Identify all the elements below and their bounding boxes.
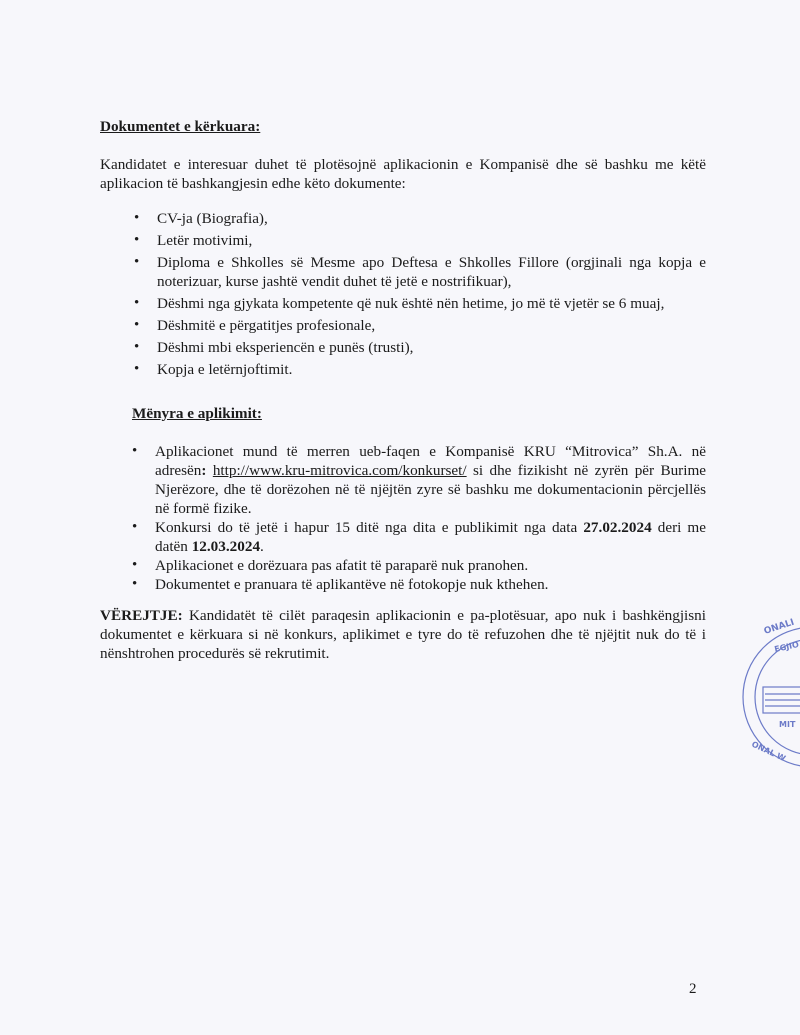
page-number: 2 (689, 981, 697, 997)
list-item: • Dëshmi nga gjykata kompetente që nuk është nën hetime, jo më të vjetër se 6 muaj, (132, 294, 706, 313)
official-stamp-icon (735, 612, 800, 782)
list-item (130, 518, 706, 556)
list-item: • CV-ja (Biografia), (132, 209, 706, 228)
application-heading: Mënyra e aplikimit: (132, 405, 262, 422)
list-item: • Aplikacionet e dorëzuara pas afatit të paraparë nuk pranohen. (130, 556, 706, 575)
end-date: 12.03.2024 (191, 538, 261, 555)
note-text: Kandidatët të cilët paraqesin aplikacionin e pa-plotësuar, apo nuk i bashkëngjisni dokumentet e kërkuara si në konkurs, aplikimet e tyre do të refuzohen dhe të njëjtit nuk do të i nënshtrohen procedurës së rekrutimit. (100, 607, 706, 662)
list-item: • Dëshmitë e përgatitjes profesionale, (132, 316, 706, 335)
list-item (130, 442, 706, 518)
colon: : (201, 462, 207, 479)
application-item-text: . (260, 538, 264, 555)
application-item-text: Aplikacionet mund të merren ueb-faqen e Kompanisë KRU “Mitrovica” Sh.A. në adresën (155, 443, 706, 479)
application-list (130, 442, 706, 594)
note-label: VËREJTJE: (100, 607, 183, 624)
application-item-text: Konkursi do të jetë i hapur 15 ditë nga dita e publikimit nga data (155, 519, 584, 536)
svg-text:ONALI: ONALI (762, 617, 796, 637)
list-item: • Dokumentet e pranuara të aplikantëve në fotokopje nuk kthehen. (130, 575, 706, 594)
list-item: • Letër motivimi, (132, 231, 706, 250)
application-item-text: deri me datën (155, 519, 706, 555)
documents-list (132, 209, 706, 382)
start-date: 27.02.2024 (583, 519, 652, 536)
documents-intro: Kandidatet e interesuar duhet të plotësojnë aplikacionin e Kompanisë dhe së bashku me këtë aplikacion të bashkangjesin edhe këto dokumente: (100, 156, 706, 192)
svg-text:ONAL W: ONAL W (750, 739, 787, 764)
svg-text:MIT: MIT (779, 720, 796, 729)
documents-heading: Dokumentet e kërkuara: (100, 118, 261, 135)
application-item-text: si dhe fizikisht në zyrën për Burime Njerëzore, dhe të dorëzohen në të njëjtën zyre së bashku me dokumentacionin përcjellës në formë fizike. (155, 462, 707, 517)
list-item: • Diploma e Shkolles së Mesme apo Deftesa e Shkolles Fillore (orgjinali nga kopja e noterizuar, kurse jashtë vendit duhet të jetë e nostrifikuar), (132, 253, 706, 291)
list-item: • Dëshmi mbi eksperiencën e punës (trusti), (132, 338, 706, 357)
konkurset-link[interactable]: http://www.kru-mitrovica.com/konkurset/ (212, 462, 467, 479)
list-item: • Kopja e letërnjoftimit. (132, 360, 706, 379)
note-paragraph (100, 606, 706, 663)
svg-text:EGJIO: EGJIO (773, 639, 800, 654)
